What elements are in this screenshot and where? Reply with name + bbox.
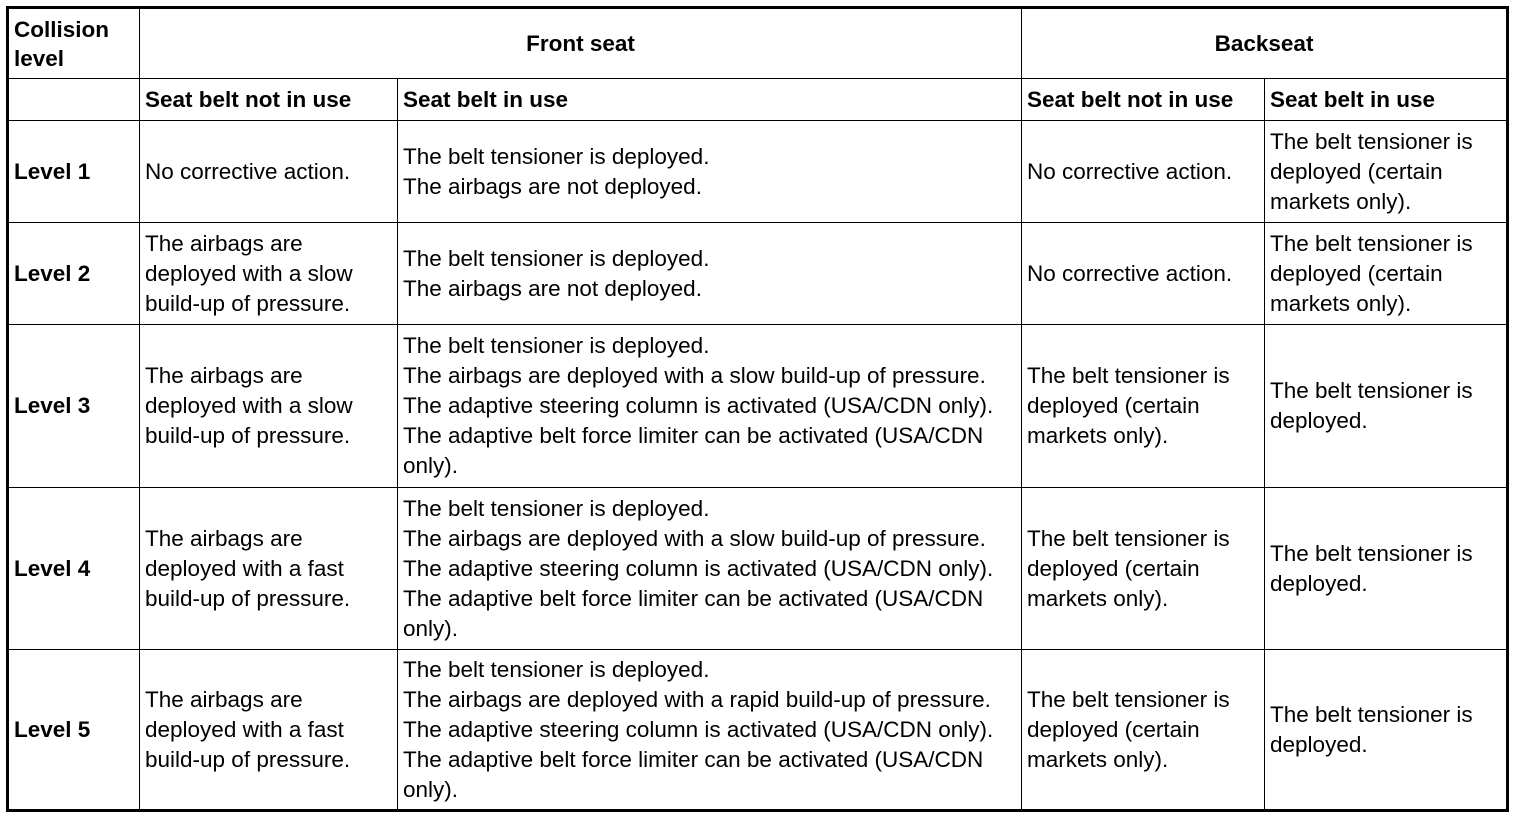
back-in-use-cell: The belt tensioner is deployed (certain markets only).	[1265, 223, 1508, 325]
table-row	[8, 325, 1508, 488]
front-in-use-cell	[398, 488, 1022, 650]
level-cell: Level 4	[8, 488, 140, 650]
front-in-use-line-2: The airbags are deployed with a slow build-up of pressure. The adaptive steering column is activated (USA/CDN only). The adaptive belt force limiter can be activated (USA/CDN only).	[403, 363, 994, 478]
front-in-use-line-1: The belt tensioner is deployed.	[403, 656, 710, 682]
back-not-in-use-cell: The belt tensioner is deployed (certain markets only).	[1022, 325, 1265, 488]
level-cell: Level 3	[8, 325, 140, 488]
collision-level-header: Collision level	[8, 8, 140, 79]
table-subheader-row	[8, 79, 1508, 121]
front-in-use-line-2: The airbags are deployed with a slow build-up of pressure. The adaptive steering column is activated (USA/CDN only). The adaptive belt force limiter can be activated (USA/CDN only).	[403, 525, 994, 641]
back-not-in-use-cell: No corrective action.	[1022, 223, 1265, 325]
front-in-use-line-2: The airbags are deployed with a rapid build-up of pressure. The adaptive steering column is activated (USA/CDN only). The adaptive belt force limiter can be activated (USA/CDN only).	[403, 686, 994, 802]
front-in-use-line-2: The airbags are not deployed.	[403, 275, 702, 301]
front-in-use-line-1: The belt tensioner is deployed.	[403, 495, 710, 521]
back-not-in-use-header: Seat belt not in use	[1022, 79, 1265, 121]
front-in-use-line-1: The belt tensioner is deployed.	[403, 245, 710, 271]
front-not-in-use-cell: No corrective action.	[140, 121, 398, 223]
front-in-use-line-1: The belt tensioner is deployed.	[403, 143, 710, 169]
backseat-header: Backseat	[1022, 8, 1508, 79]
back-not-in-use-cell: No corrective action.	[1022, 121, 1265, 223]
front-in-use-header: Seat belt in use	[398, 79, 1022, 121]
back-not-in-use-cell: The belt tensioner is deployed (certain markets only).	[1022, 650, 1265, 811]
front-in-use-line-1: The belt tensioner is deployed.	[403, 333, 710, 358]
level-cell: Level 1	[8, 121, 140, 223]
level-cell: Level 5	[8, 650, 140, 811]
back-in-use-cell: The belt tensioner is deployed.	[1265, 650, 1508, 811]
empty-subheader-cell	[8, 79, 140, 121]
back-in-use-cell: The belt tensioner is deployed.	[1265, 325, 1508, 488]
table-row	[8, 488, 1508, 650]
front-in-use-line-2: The airbags are not deployed.	[403, 173, 702, 199]
front-in-use-cell	[398, 325, 1022, 488]
front-seat-header: Front seat	[140, 8, 1022, 79]
table-row	[8, 650, 1508, 811]
front-not-in-use-header: Seat belt not in use	[140, 79, 398, 121]
front-in-use-cell	[398, 650, 1022, 811]
table-row	[8, 223, 1508, 325]
front-not-in-use-cell: The airbags are deployed with a slow build-up of pressure.	[140, 325, 398, 488]
level-cell: Level 2	[8, 223, 140, 325]
front-in-use-cell	[398, 223, 1022, 325]
back-in-use-header: Seat belt in use	[1265, 79, 1508, 121]
front-not-in-use-cell: The airbags are deployed with a slow build-up of pressure.	[140, 223, 398, 325]
back-in-use-cell: The belt tensioner is deployed (certain markets only).	[1265, 121, 1508, 223]
back-in-use-cell: The belt tensioner is deployed.	[1265, 488, 1508, 650]
back-not-in-use-cell: The belt tensioner is deployed (certain markets only).	[1022, 488, 1265, 650]
collision-level-table	[6, 6, 1509, 812]
front-not-in-use-cell: The airbags are deployed with a fast build-up of pressure.	[140, 650, 398, 811]
front-in-use-cell	[398, 121, 1022, 223]
table-row	[8, 121, 1508, 223]
table-header-row	[8, 8, 1508, 79]
front-not-in-use-cell: The airbags are deployed with a fast build-up of pressure.	[140, 488, 398, 650]
